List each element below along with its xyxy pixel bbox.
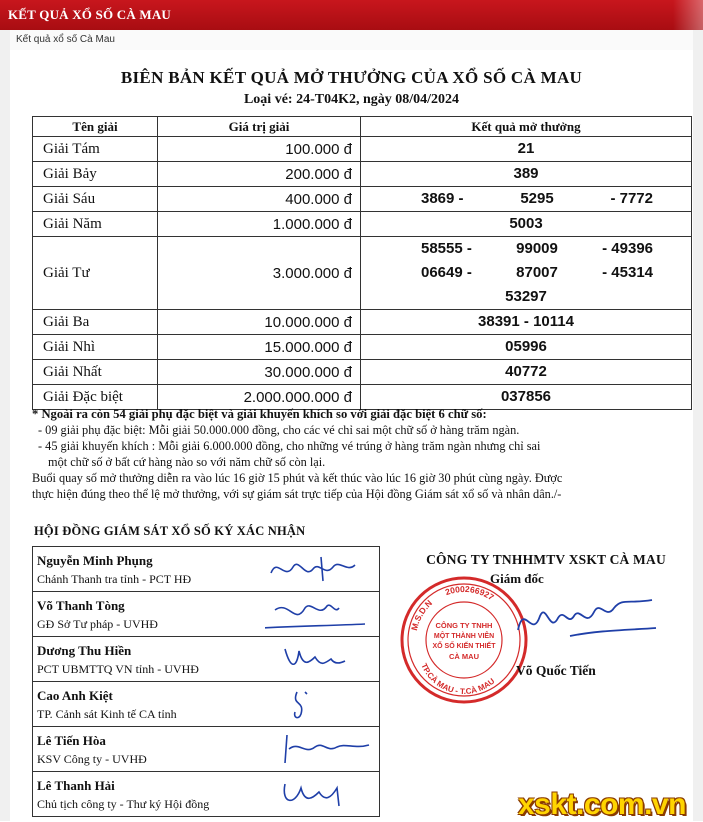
member-role: PCT UBMTTQ VN tỉnh - UVHĐ xyxy=(37,662,199,676)
prize-value: 1.000.000 đ xyxy=(158,212,361,237)
prize-name: Giải Nhì xyxy=(33,335,158,360)
member-role: TP. Cảnh sát Kinh tế CA tỉnh xyxy=(37,707,177,721)
table-row xyxy=(33,310,692,335)
table-row xyxy=(33,137,692,162)
table-row xyxy=(33,335,692,360)
result-number: 58555 - xyxy=(421,240,472,257)
result-number: 87007 xyxy=(516,264,558,281)
note-line: - 09 giải phụ đặc biệt: Mỗi giải 50.000.000 đồng, cho các vé chỉ sai một chữ số ở hàng trăm ngàn. xyxy=(38,423,520,437)
note-line: - 45 giải khuyến khích : Mỗi giải 6.000.000 đồng, cho những vé trúng ở hàng trăm ngàn nhưng chỉ sai xyxy=(38,439,541,453)
result-line xyxy=(361,137,691,161)
member-row xyxy=(32,727,380,772)
member-row xyxy=(32,592,380,637)
document-title: BIÊN BẢN KẾT QUẢ MỞ THƯỞNG CỦA XỔ SỐ CÀ MAU xyxy=(120,68,583,87)
members-table xyxy=(32,546,380,817)
stamp-line2: MỘT THÀNH VIÊN xyxy=(433,633,495,640)
note-line: một chữ số ở bất cứ hàng nào so với năm chữ số còn lại. xyxy=(48,455,326,469)
director-title: Giám đốc xyxy=(490,571,544,586)
result-line xyxy=(361,360,691,384)
result-number: 5295 xyxy=(520,190,554,207)
table-row xyxy=(33,360,692,385)
prize-name: Giải Sáu xyxy=(33,187,158,212)
table-row xyxy=(33,162,692,187)
note-line: Buổi quay số mở thưởng diễn ra vào lúc 16 giờ 15 phút và kết thúc vào lúc 16 giờ 30 phút cùng ngày. Được xyxy=(32,471,563,485)
result-number: 389 xyxy=(513,165,539,182)
member-row xyxy=(32,637,380,682)
result-number: - 49396 xyxy=(602,240,653,257)
member-name: Lê Tiến Hòa xyxy=(37,733,106,748)
member-row xyxy=(32,546,380,592)
director-name: Võ Quốc Tiến xyxy=(516,663,596,678)
member-name: Nguyễn Minh Phụng xyxy=(37,553,153,568)
prize-name: Giải Đặc biệt xyxy=(33,385,158,410)
signature-5 xyxy=(265,731,375,767)
stamp-line4: CÀ MAU xyxy=(449,652,479,661)
prize-result xyxy=(361,187,692,212)
header-title: KẾT QUẢ XỔ SỐ CÀ MAU xyxy=(8,7,172,22)
prize-value: 100.000 đ xyxy=(158,137,361,162)
header-bar xyxy=(0,0,703,30)
breadcrumb xyxy=(10,30,693,51)
prize-name: Giải Ba xyxy=(33,310,158,335)
result-number: 38391 - 10114 xyxy=(478,313,574,330)
prize-value: 30.000.000 đ xyxy=(158,360,361,385)
prize-result xyxy=(361,310,692,335)
result-line xyxy=(361,237,691,261)
table-row xyxy=(33,212,692,237)
prize-name: Giải Bảy xyxy=(33,162,158,187)
member-name: Cao Anh Kiệt xyxy=(37,688,113,703)
signature-2 xyxy=(265,596,375,632)
stamp-number: 2000266927 xyxy=(443,583,496,603)
stamp-ring-top: M.S.D.N xyxy=(408,597,435,632)
document-subtitle: Loại vé: 24-T04K2, ngày 08/04/2024 xyxy=(243,92,460,107)
signature-3 xyxy=(265,641,375,677)
result-number: - 7772 xyxy=(610,190,653,207)
table-header-row xyxy=(33,117,692,137)
prize-name: Giải Tám xyxy=(33,137,158,162)
member-name: Dương Thu Hiền xyxy=(37,643,132,658)
result-line xyxy=(361,261,691,285)
col-prize-name: Tên giải xyxy=(33,117,158,137)
member-row xyxy=(32,682,380,727)
prize-name: Giải Nhất xyxy=(33,360,158,385)
svg-text:2000266927 xyxy=(444,584,496,603)
stamp-ring-bottom: TP.CÀ MAU - T.CÀ MAU xyxy=(419,662,497,697)
result-number: - 45314 xyxy=(602,264,653,281)
prize-name: Giải Năm xyxy=(33,212,158,237)
prize-value: 2.000.000.000 đ xyxy=(158,385,361,410)
member-row xyxy=(32,772,380,817)
results-table-body xyxy=(33,137,692,410)
result-number: 037856 xyxy=(500,388,552,405)
prize-value: 10.000.000 đ xyxy=(158,310,361,335)
prize-value: 400.000 đ xyxy=(158,187,361,212)
result-line xyxy=(361,285,691,309)
note-line: thực hiện đúng theo thể lệ mở thưởng, với sự giám sát trực tiếp của Hội đồng Giám sát xổ số và nhân dân./- xyxy=(32,487,562,501)
prize-result xyxy=(361,137,692,162)
prize-result xyxy=(361,335,692,360)
result-number: 53297 xyxy=(505,288,547,305)
result-number: 99009 xyxy=(516,240,558,257)
prize-value: 3.000.000 đ xyxy=(158,237,361,310)
signature-1 xyxy=(265,551,375,587)
company-name: CÔNG TY TNHHMTV XSKT CÀ MAU xyxy=(426,552,666,567)
prize-value: 200.000 đ xyxy=(158,162,361,187)
result-line xyxy=(361,212,691,236)
result-document xyxy=(10,50,693,821)
result-line xyxy=(361,335,691,359)
council-title: HỘI ĐỒNG GIÁM SÁT XỔ SỐ KÝ XÁC NHẬN xyxy=(34,524,306,538)
prize-name: Giải Tư xyxy=(33,237,158,310)
member-role: Chủ tịch công ty - Thư ký Hội đồng xyxy=(37,797,210,811)
result-number: 21 xyxy=(517,140,535,157)
col-result: Kết quả mở thưởng xyxy=(361,117,692,137)
director-signature xyxy=(510,590,660,650)
result-number: 40772 xyxy=(505,363,547,380)
prize-result xyxy=(361,212,692,237)
prize-value: 15.000.000 đ xyxy=(158,335,361,360)
col-prize-value: Giá trị giải xyxy=(158,117,361,137)
breadcrumb-link[interactable]: Kết quả xổ số Cà Mau xyxy=(16,34,115,45)
site-logo: xskt.com.vn xyxy=(518,788,686,821)
member-role: KSV Công ty - UVHĐ xyxy=(37,752,147,766)
signature-4 xyxy=(265,686,375,722)
member-role: Chánh Thanh tra tỉnh - PCT HĐ xyxy=(37,572,192,586)
prize-result xyxy=(361,162,692,187)
results-table xyxy=(32,116,692,410)
member-role: GĐ Sở Tư pháp - UVHĐ xyxy=(37,617,158,631)
result-line xyxy=(361,162,691,186)
result-number: 06649 - xyxy=(421,264,472,281)
member-name: Võ Thanh Tòng xyxy=(37,598,125,613)
header-gloss xyxy=(673,0,703,30)
result-number: 5003 xyxy=(509,215,543,232)
result-number: 05996 xyxy=(505,338,547,355)
table-row xyxy=(33,237,692,310)
result-line xyxy=(361,187,691,211)
prize-result xyxy=(361,237,692,310)
signature-6 xyxy=(265,776,375,812)
result-line xyxy=(361,310,691,334)
table-row xyxy=(33,187,692,212)
stamp-line1: CÔNG TY TNHH xyxy=(435,621,493,630)
right-margin xyxy=(693,30,703,821)
left-margin xyxy=(0,30,10,821)
stamp-line3: XỔ SỐ KIẾN THIẾT xyxy=(432,643,496,650)
result-number: 3869 - xyxy=(421,190,464,207)
notes xyxy=(32,406,692,502)
prize-result xyxy=(361,360,692,385)
member-name: Lê Thanh Hải xyxy=(37,778,115,793)
note-main: * Ngoài ra còn 54 giải phụ đặc biệt và giải khuyến khích so với giải đặc biệt 6 chữ số: xyxy=(32,407,487,421)
